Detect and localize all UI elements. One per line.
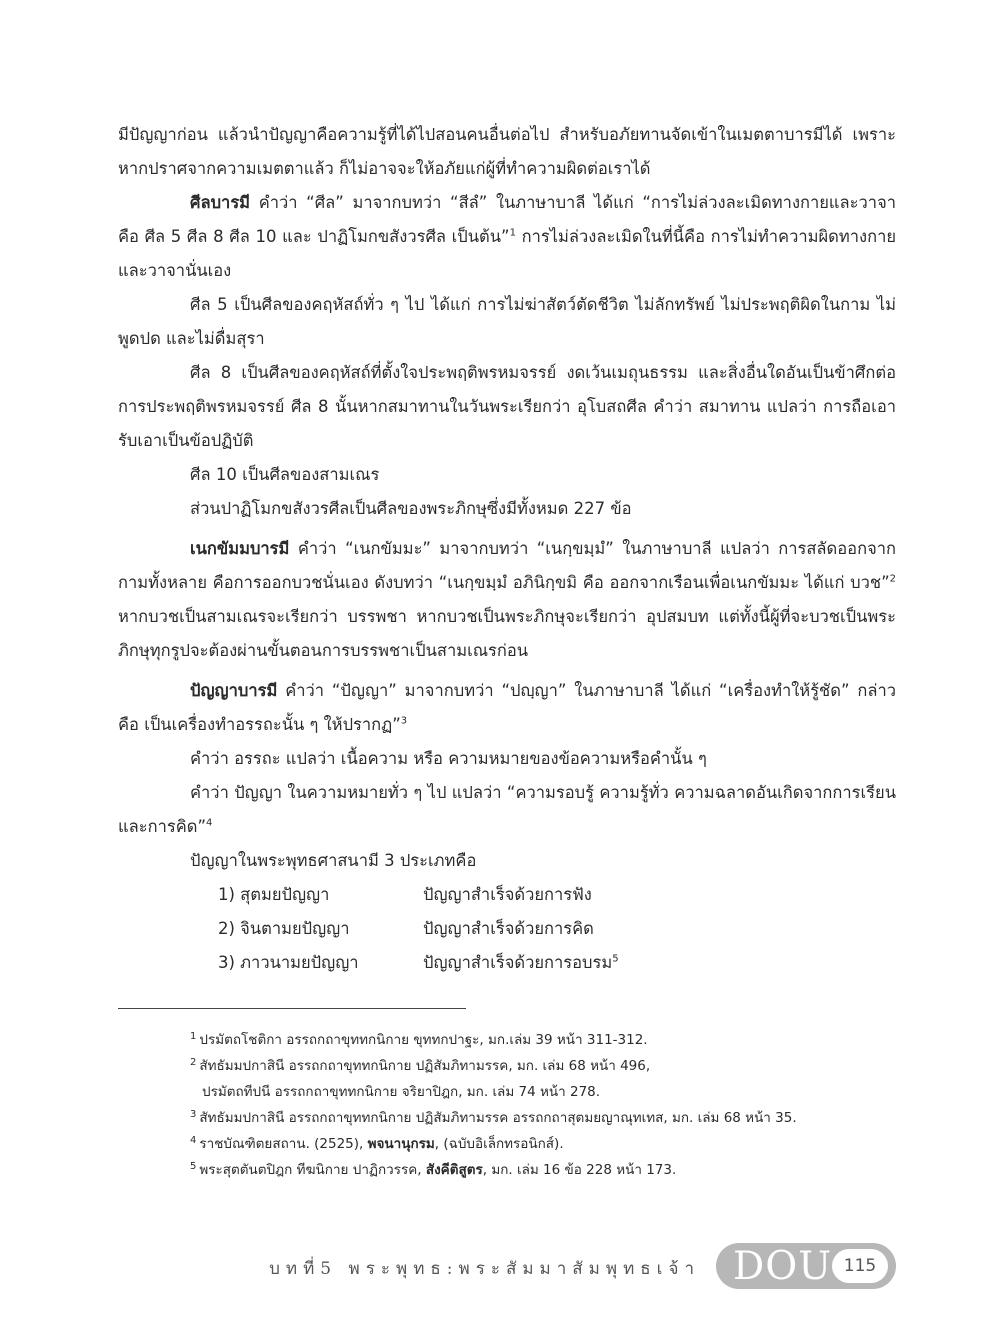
panya-meaning-text: คำว่า ปัญญา ในความหมายทั่ว ๆ ไป แปลว่า “ความรอบรู้ ความรู้ทั่ว ความฉลาดอันเกิดจากการเรียนและการคิด”: [118, 783, 896, 836]
footnote-title: พจนานุกรม: [367, 1136, 435, 1152]
panya-text: คำว่า “ปัญญา” มาจากบทว่า “ปญฺญา” ในภาษาบาลี ได้แก่ “เครื่องทำให้รู้ชัด” กล่าวคือ เป็นเครื่องทำอรรถะนั้น ๆ ให้ปรากฏ”: [118, 681, 896, 734]
page-footer: [0, 1243, 1000, 1291]
footnote-ref-5: 5: [612, 953, 619, 965]
footnote-text: สัทธัมมปกาสินี อรรถกถาขุททกนิกาย ปฏิสัมภิทามรรค อรรถกถาสุตมยญาณุทเทส, มก. เล่ม 68 หน้า 35.: [199, 1110, 797, 1126]
term-panya: ปัญญาบารมี: [190, 681, 278, 700]
paragraph-sila5: ศีล 5 เป็นศีลของคฤหัสถ์ทั่ว ๆ ไป ได้แก่ การไม่ฆ่าสัตว์ตัดชีวิต ไม่ลักทรัพย์ ไม่ประพฤติผิดในกาม ไม่พูดปด และไม่ดื่มสุรา: [118, 295, 896, 348]
footnote-3: [190, 1105, 910, 1131]
list-item-label: 1) สุตมยปัญญา: [218, 885, 330, 904]
list-item-desc-text: ปัญญาสำเร็จด้วยการฟัง: [423, 885, 592, 904]
footnote-number: 4: [190, 1134, 197, 1146]
paragraph-sila: [118, 186, 896, 288]
footnote-text: สัทธัมมปกาสินี อรรถกถาขุททกนิกาย ปฏิสัมภิทามรรค, มก. เล่ม 68 หน้า 496,: [199, 1058, 651, 1074]
list-item-desc-text: ปัญญาสำเร็จด้วยการอบรม: [423, 953, 613, 972]
list-item: [118, 946, 896, 980]
page-number: 115: [832, 1249, 888, 1283]
paragraph-sila8: ศีล 8 เป็นศีลของคฤหัสถ์ที่ตั้งใจประพฤติพรหมจรรย์ งดเว้นเมถุนธรรม และสิ่งอื่นใดอันเป็นข้าศึกต่อการประพฤติพรหมจรรย์ ศีล 8 นั้นหากสมาทานในวันพระเรียกว่า อุโบสถศีล คำว่า สมาทาน แปลว่า การถือเอารับเอาเป็นข้อปฏิบัติ: [118, 363, 896, 450]
paragraph-panya-meaning: [118, 776, 896, 844]
footnote-title: สังคีติสูตร: [425, 1162, 483, 1178]
list-item-label: 3) ภาวนามยปัญญา: [218, 953, 359, 972]
list-item-desc: [423, 912, 594, 946]
paragraph-attha: คำว่า อรรถะ แปลว่า เนื้อความ หรือ ความหมายของข้อความหรือคำนั้น ๆ: [190, 749, 707, 768]
sila-text: คำว่า “ศีล” มาจากบทว่า “สีลํ” ในภาษาบาลี ได้แก่ “การไม่ล่วงละเมิดทางกายและวาจา คือ ศีล 5 ศีล 8 ศีล 10 และ ปาฏิโมกขสังวรศีล เป็นต้น”: [118, 193, 896, 246]
footnote-number: 2: [190, 1056, 197, 1068]
footnote-2: [190, 1053, 910, 1079]
list-item-desc-text: ปัญญาสำเร็จด้วยการคิด: [423, 919, 594, 938]
footnote-number: 1: [190, 1030, 197, 1042]
footnote-text: พระสุตตันตปิฎก ทีฆนิกาย ปาฏิกวรรค,: [199, 1162, 426, 1178]
footnote-5: [190, 1157, 910, 1183]
dou-logo: DOU: [733, 1244, 833, 1289]
footnote-number: 3: [190, 1108, 197, 1120]
footnote-ref-3: 3: [400, 715, 408, 727]
list-item-desc: [423, 878, 592, 912]
footnote-text-tail: , (ฉบับอิเล็กทรอนิกส์).: [434, 1136, 564, 1152]
footnote-4: [190, 1131, 910, 1157]
paragraph-nekkhamma: [118, 532, 896, 668]
term-sila: ศีลบารมี: [190, 193, 251, 212]
footnote-1: [190, 1027, 910, 1053]
paragraph-patimokkha: ส่วนปาฏิโมกขสังวรศีลเป็นศีลของพระภิกษุซึ่งมีทั้งหมด 227 ข้อ: [190, 499, 632, 518]
nekkhamma-text: คำว่า “เนกขัมมะ” มาจากบทว่า “เนกฺขมฺมํ” ในภาษาบาลี แปลว่า การสลัดออกจากกามทั้งหลาย คือการออกบวชนั่นเอง ดังบทว่า “เนกฺขมฺมํ อภินิกฺขมิ คือ ออกจากเรือนเพื่อเนกขัมมะ ได้แก่ บวช”: [118, 539, 896, 592]
nekkhamma-tail: หากบวชเป็นสามเณรจะเรียกว่า บรรพชา หากบวชเป็นพระภิกษุจะเรียกว่า อุปสมบท แต่ทั้งนี้ผู้ที่จะบวชเป็นพระภิกษุทุกรูปจะต้องผ่านขั้นตอนการบรรพชาเป็นสามเณรก่อน: [118, 607, 896, 660]
footnote-ref-2: 2: [889, 573, 896, 585]
paragraph-three-types: ปัญญาในพระพุทธศาสนามี 3 ประเภทคือ: [190, 851, 477, 870]
footnote-text: ปรมัตถโชติกา อรรถกถาขุททกนิกาย ขุททกปาฐะ, มก.เล่ม 39 หน้า 311-312.: [199, 1032, 648, 1048]
footnote-ref-1: 1: [509, 227, 516, 239]
footnotes: [190, 1027, 910, 1183]
paragraph-panya: [118, 674, 896, 742]
sila-tail: การไม่ล่วงละเมิดในที่นี้คือ การไม่ทำความผิดทางกายและวาจานั่นเอง: [118, 227, 897, 280]
wisdom-list: [118, 878, 896, 980]
list-item-desc: [423, 946, 619, 980]
footnote-text-tail: , มก. เล่ม 16 ข้อ 228 หน้า 173.: [482, 1162, 677, 1178]
list-item: [118, 878, 896, 912]
list-item: [118, 912, 896, 946]
footnote-2-continued: ปรมัตถทีปนี อรรถกถาขุททกนิกาย จริยาปิฎก, มก. เล่ม 74 หน้า 278.: [202, 1084, 601, 1100]
chapter-title: บทที่5 พระพุทธ:พระสัมมาสัมพุทธเจ้า: [269, 1259, 700, 1279]
footnote-text: ราชบัณฑิตยสถาน. (2525),: [199, 1136, 368, 1152]
main-text: [118, 118, 896, 980]
footnote-number: 5: [190, 1160, 197, 1172]
term-nekkhamma: เนกขัมมบารมี: [190, 539, 290, 558]
paragraph-intro: มีปัญญาก่อน แล้วนำปัญญาคือความรู้ที่ได้ไปสอนคนอื่นต่อไป สำหรับอภัยทานจัดเข้าในเมตตาบารมีได้ เพราะหากปราศจากความเมตตาแล้ว ก็ไม่อาจจะให้อภัยแก่ผู้ที่ทำความผิดต่อเราได้: [118, 125, 896, 178]
paragraph-sila10: ศีล 10 เป็นศีลของสามเณร: [190, 465, 380, 484]
footnote-ref-4: 4: [206, 817, 213, 829]
footnote-divider: [118, 1008, 466, 1009]
list-item-label: 2) จินตามยปัญญา: [218, 919, 350, 938]
